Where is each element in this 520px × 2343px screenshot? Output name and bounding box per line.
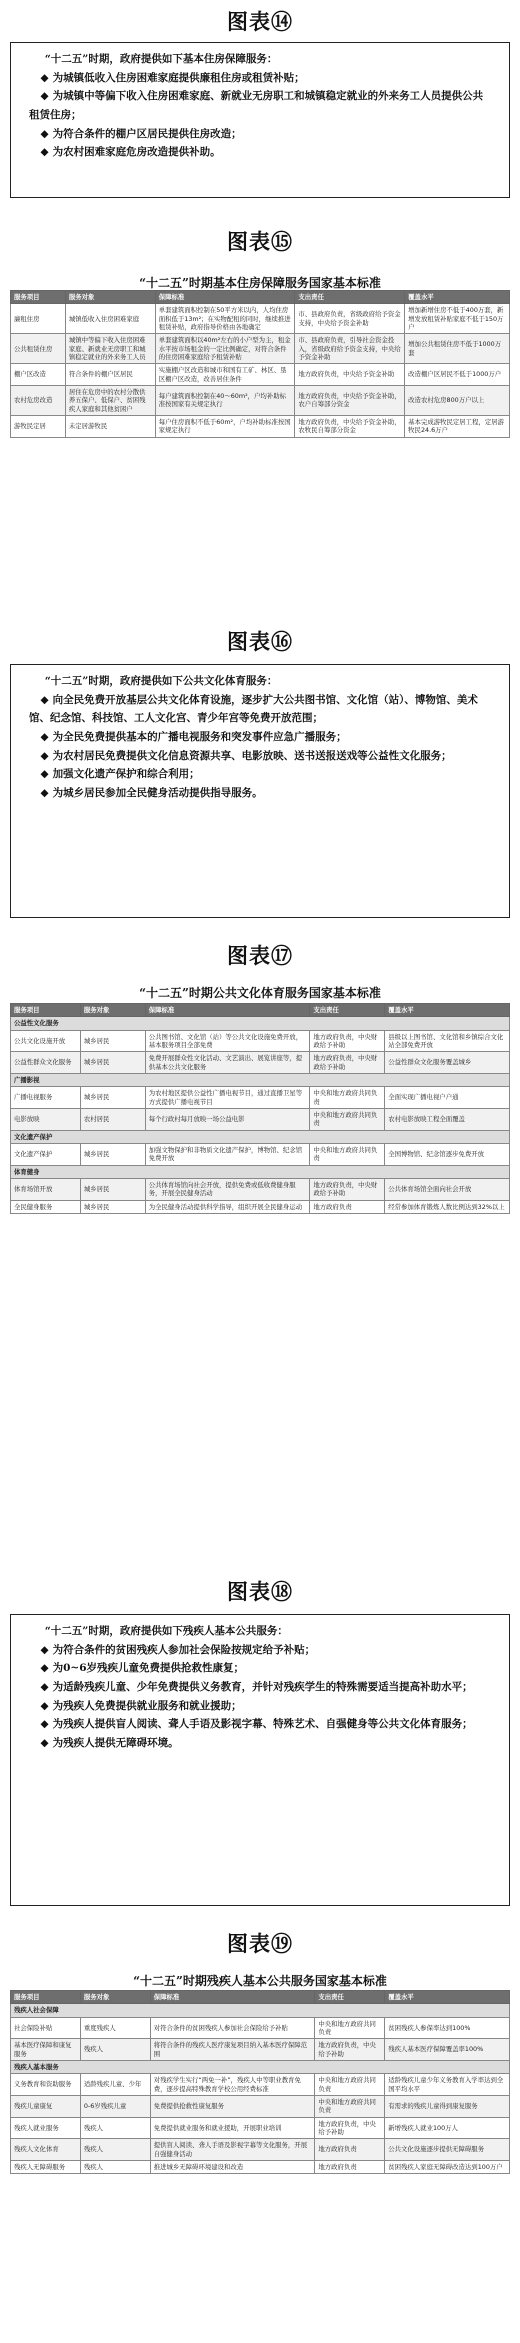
disability-standards-table-wrap [10, 1990, 510, 2174]
disability-standards-table [10, 1990, 510, 2174]
table-cell: 中央和地方政府共同负责 [310, 1143, 385, 1165]
disability-services-box [10, 1614, 510, 1906]
table-row [11, 2160, 510, 2173]
table-cell: 对符合条件的贫困残疾人参加社会保险给予补贴 [150, 2017, 315, 2039]
col-header: 支出责任 [295, 291, 405, 304]
table-cell: 中央和地方政府共同负责 [315, 2074, 385, 2096]
table-cell: 地方政府负责，中央财政给予补助 [310, 1178, 385, 1200]
table-cell: 文化遗产保护 [11, 1143, 81, 1165]
table-cell: 提供盲人阅读、聋人手语及影视字幕等文化服务，开展自强健身活动 [150, 2139, 315, 2161]
table-cell: 残疾人 [80, 2117, 150, 2139]
diamond-bullet-icon: ◆ [40, 127, 49, 140]
table-row [11, 1143, 510, 1165]
section-heading: 体育健身 [11, 1165, 510, 1178]
section-14 [10, 6, 510, 36]
table-cell: 残疾人无障碍服务 [11, 2160, 81, 2173]
table-cell: 广播电视服务 [11, 1087, 81, 1109]
table-cell: 农村居民 [80, 1108, 145, 1130]
table-cell: 残疾人就业服务 [11, 2117, 81, 2139]
col-header: 支出责任 [315, 1991, 385, 2004]
box-bullet: ◆ 为城镇中等偏下收入住房困难家庭、新就业无房职工和城镇稳定就业的外来务工人员提供公共租赁住房； [29, 90, 484, 122]
diamond-bullet-icon: ◆ [40, 693, 49, 706]
diamond-bullet-icon: ◆ [40, 749, 49, 762]
table-row [11, 2039, 510, 2061]
section-15 [10, 226, 510, 291]
col-header: 保障标准 [155, 291, 295, 304]
table-cell: 适龄残疾儿童、少年 [80, 2074, 150, 2096]
box-intro: “十二五”时期，政府提供如下基本住房保障服务： [44, 53, 278, 65]
table-cell: 公共图书馆、文化馆（站）等公共文化设施免费开放，基本服务项目全部免费 [145, 1030, 310, 1052]
diamond-bullet-icon: ◆ [40, 71, 49, 84]
table-cell: 贫困残疾人家庭无障碍改造达到100万户 [385, 2160, 510, 2173]
table-cell: 单套建筑面积控制在50平方米以内，人均住房面积低于13m²；在实物配租的同时，继续推进租赁补贴，政府指导价格由各地确定 [155, 304, 295, 334]
table-row [11, 1030, 510, 1052]
section-heading: 残疾人社会保障 [11, 2004, 510, 2017]
figure-14-title: 图表⑭ [227, 10, 293, 34]
table-body [11, 1017, 510, 1214]
table-cell: 棚户区改造 [11, 364, 66, 386]
table-cell: 地方政府负责 [315, 2139, 385, 2161]
figure-19-title: 图表⑲ [227, 1932, 293, 1956]
table-cell: 经常参加体育锻炼人数比例达到32%以上 [385, 1200, 510, 1213]
box-bullet: ◆ 向全民免费开放基层公共文化体育设施，逐步扩大公共图书馆、文化馆（站）、博物馆、美术馆、纪念馆、科技馆、工人文化宫、青少年宫等免费开放范围； [29, 693, 478, 725]
table-cell: 免费提供就业服务和就业援助，开展职业培训 [150, 2117, 315, 2139]
table-cell: 对残疾学生实行“两免一补”，残疾人中等职业教育免费，逐步提高特殊教育学校公用经费标准 [150, 2074, 315, 2096]
table-cell: 公共体育场馆向社会开放，提供免费或低收费健身服务，开展全民健身活动 [145, 1178, 310, 1200]
table-row [11, 2017, 510, 2039]
table-cell: 公共体育场馆全面向社会开放 [385, 1178, 510, 1200]
table-cell: 地方政府负责，中央财政给予补助 [310, 1052, 385, 1074]
table-cell: 县级以上图书馆、文化馆和乡镇综合文化站全部免费开放 [385, 1030, 510, 1052]
table-cell: 全国博物馆、纪念馆逐步免费开放 [385, 1143, 510, 1165]
table-cell: 全面实现广播电视户户通 [385, 1087, 510, 1109]
table-cell: 免费提供抢救性康复服务 [150, 2095, 315, 2117]
table-cell: 地方政府负责，中央给予资金补助 [295, 364, 405, 386]
diamond-bullet-icon: ◆ [40, 146, 49, 159]
table-cell: 公共文化设施开放 [11, 1030, 81, 1052]
table-cell: 居住在危房中的农村分散供养五保户、低保户、贫困残疾人家庭和其他贫困户 [65, 385, 155, 415]
table-cell: 公共租赁住房 [11, 334, 66, 364]
table-cell: 有需求的残疾儿童得到康复服务 [385, 2095, 510, 2117]
col-header: 服务项目 [11, 1004, 81, 1017]
table-cell: 中央和地方政府共同负责 [310, 1087, 385, 1109]
table-cell: 廉租住房 [11, 304, 66, 334]
table-cell: 基本医疗保障和康复服务 [11, 2039, 81, 2061]
table-cell: 推进城乡无障碍环境建设和改造 [150, 2160, 315, 2173]
table-cell: 公共文化设施逐步提供无障碍服务 [385, 2139, 510, 2161]
section-row [11, 1073, 510, 1086]
table-cell: 残疾人文化体育 [11, 2139, 81, 2161]
box-bullet: ◆ 为残疾人免费提供就业服务和就业援助； [40, 1699, 242, 1712]
table-cell: 符合条件的棚户区居民 [65, 364, 155, 386]
table-cell: 改造农村危房800万户以上 [405, 385, 510, 415]
table-row [11, 415, 510, 437]
table-cell: 增加新增住房不低于400万套，新增发放租赁补贴家庭不低于150万户 [405, 304, 510, 334]
table-cell: 城乡居民 [80, 1178, 145, 1200]
diamond-bullet-icon: ◆ [40, 731, 49, 744]
table-cell: 地方政府负责 [315, 2160, 385, 2173]
table-row [11, 304, 510, 334]
table-cell: 免费开展群众性文化活动、文艺演出、展览讲座等，提供基本公共文化服务 [145, 1052, 310, 1074]
table-cell: 公益性群众文化服务 [11, 1052, 81, 1074]
table-header-row [11, 1991, 510, 2004]
table-cell: 残疾人 [80, 2160, 150, 2173]
box-bullet: ◆ 加强文化遗产保护和综合利用； [40, 768, 200, 781]
section-row [11, 1165, 510, 1178]
table-cell: 改造棚户区居民不低于1000万户 [405, 364, 510, 386]
housing-standards-table-wrap [10, 290, 510, 438]
table-row [11, 334, 510, 364]
table-cell: 城镇中等偏下收入住房困难家庭、新就业无房职工和城镇稳定就业的外来务工人员 [65, 334, 155, 364]
table-row [11, 1200, 510, 1213]
table-cell: 公益性群众文化服务覆盖城乡 [385, 1052, 510, 1074]
table-row [11, 1108, 510, 1130]
table-cell: 未定居游牧民 [65, 415, 155, 437]
table-cell: 游牧民定居 [11, 415, 66, 437]
box-bullet: ◆ 为城镇低收入住房困难家庭提供廉租住房或租赁补贴； [40, 71, 305, 84]
col-header: 覆盖水平 [385, 1991, 510, 2004]
col-header: 服务项目 [11, 1991, 81, 2004]
culture-standards-table [10, 1003, 510, 1214]
box-intro: “十二五”时期，政府提供如下公共文化体育服务： [44, 675, 278, 687]
table-cell: 适龄残疾儿童少年义务教育入学率达到全国平均水平 [385, 2074, 510, 2096]
diamond-bullet-icon: ◆ [40, 1662, 49, 1675]
table-cell: 实施棚户区改造和城市和国有工矿、林区、垦区棚户区改造，改善居住条件 [155, 364, 295, 386]
box-bullet: ◆ 为符合条件的棚户区居民提供住房改造； [40, 127, 242, 140]
table-cell: 残疾人 [80, 2039, 150, 2061]
section-row [11, 2004, 510, 2017]
section-heading: 残疾人基本服务 [11, 2060, 510, 2073]
table-row [11, 2139, 510, 2161]
diamond-bullet-icon: ◆ [40, 90, 49, 103]
table-cell: 体育场馆开放 [11, 1178, 81, 1200]
table-cell: 地方政府负责，中央给予资金补助，农户自筹部分资金 [295, 385, 405, 415]
col-header: 服务对象 [80, 1991, 150, 2004]
diamond-bullet-icon: ◆ [40, 1681, 49, 1694]
box-bullet: ◆ 为农村居民免费提供文化信息资源共享、电影放映、送书送报送戏等公益性文化服务； [40, 749, 452, 762]
table-cell: 城乡居民 [80, 1052, 145, 1074]
table-cell: 全民健身服务 [11, 1200, 81, 1213]
table-row [11, 2095, 510, 2117]
box-bullet: ◆ 为残疾人提供无障碍环境。 [40, 1737, 179, 1750]
section-row [11, 1017, 510, 1030]
table-cell: 中央和地方政府共同负责 [315, 2017, 385, 2039]
figure-16-title: 图表⑯ [227, 630, 293, 654]
box-intro: “十二五”时期，政府提供如下残疾人基本公共服务： [44, 1625, 288, 1637]
table-header-row [11, 291, 510, 304]
table-row [11, 1087, 510, 1109]
table-cell: 每户建筑面积控制在40～60m²，户均补助标准按国家有关规定执行 [155, 385, 295, 415]
table-row [11, 2074, 510, 2096]
table-cell: 每户住房面积不低于60m²，户均补助标准按国家规定执行 [155, 415, 295, 437]
table-cell: 中央和地方政府共同负责 [315, 2095, 385, 2117]
table-cell: 地方政府负责，中央给予资金补助，农牧民自筹部分资金 [295, 415, 405, 437]
col-header: 服务对象 [65, 291, 155, 304]
table-cell: 为全民健身活动提供科学指导，组织开展全民健身运动 [145, 1200, 310, 1213]
box-bullet: ◆ 为城乡居民参加全民健身活动提供指导服务。 [40, 787, 263, 800]
table-cell: 农村电影放映工程全面覆盖 [385, 1108, 510, 1130]
diamond-bullet-icon: ◆ [40, 787, 49, 800]
table-row [11, 1178, 510, 1200]
table-cell: 社会保险补贴 [11, 2017, 81, 2039]
table-19-subtitle: “十二五”时期残疾人基本公共服务国家基本标准 [133, 1974, 387, 1988]
table-body [11, 2004, 510, 2174]
table-cell: 城乡居民 [80, 1143, 145, 1165]
section-18 [10, 1576, 510, 1606]
table-cell: 城乡居民 [80, 1030, 145, 1052]
table-row [11, 2117, 510, 2139]
diamond-bullet-icon: ◆ [40, 768, 49, 781]
col-header: 保障标准 [145, 1004, 310, 1017]
table-cell: 城乡居民 [80, 1200, 145, 1213]
table-cell: 每个行政村每月放映一场公益电影 [145, 1108, 310, 1130]
col-header: 服务对象 [80, 1004, 145, 1017]
box-bullet: ◆ 为全民免费提供基本的广播电视服务和突发事件应急广播服务； [40, 731, 347, 744]
section-17 [10, 940, 510, 1001]
col-header: 覆盖水平 [385, 1004, 510, 1017]
section-heading: 广播影视 [11, 1073, 510, 1086]
section-heading: 文化遗产保护 [11, 1130, 510, 1143]
table-body [11, 304, 510, 437]
section-row [11, 1130, 510, 1143]
table-cell: 加强文物保护和非物质文化遗产保护，博物馆、纪念馆免费开放 [145, 1143, 310, 1165]
col-header: 保障标准 [150, 1991, 315, 2004]
table-cell: 增加公共租赁住房不低于1000万套 [405, 334, 510, 364]
table-cell: 贫困残疾人参保率达到100% [385, 2017, 510, 2039]
section-row [11, 2060, 510, 2073]
box-bullet: ◆ 为符合条件的贫困残疾人参加社会保险按规定给予补贴； [40, 1643, 316, 1656]
table-cell: 电影放映 [11, 1108, 81, 1130]
table-row [11, 364, 510, 386]
table-cell: 城镇低收入住房困难家庭 [65, 304, 155, 334]
col-header: 覆盖水平 [405, 291, 510, 304]
col-header: 服务项目 [11, 291, 66, 304]
culture-standards-table-wrap [10, 1003, 510, 1214]
figure-17-title: 图表⑰ [227, 944, 293, 968]
table-cell: 义务教育和资助服务 [11, 2074, 81, 2096]
box-bullet: ◆ 为残疾人提供盲人阅读、聋人手语及影视字幕、特殊艺术、自强健身等公共文化体育服务； [40, 1718, 473, 1731]
table-cell: 中央和地方政府共同负责 [310, 1108, 385, 1130]
table-cell: 农村危房改造 [11, 385, 66, 415]
table-cell: 地方政府负责，中央给予补助 [315, 2039, 385, 2061]
table-cell: 城乡居民 [80, 1087, 145, 1109]
culture-services-box [10, 664, 510, 918]
table-header-row [11, 1004, 510, 1017]
housing-standards-table [10, 290, 510, 438]
table-cell: 新增残疾人就业100万人 [385, 2117, 510, 2139]
section-19 [10, 1928, 510, 1989]
table-cell: 地方政府负责 [310, 1200, 385, 1213]
table-cell: 残疾人 [80, 2139, 150, 2161]
col-header: 支出责任 [310, 1004, 385, 1017]
table-cell: 为农村地区提供公益性广播电视节目，通过直播卫星等方式提供广播电视节目 [145, 1087, 310, 1109]
table-cell: 残疾人基本医疗保障覆盖率100% [385, 2039, 510, 2061]
diamond-bullet-icon: ◆ [40, 1643, 49, 1656]
table-cell: 0-6岁残疾儿童 [80, 2095, 150, 2117]
table-17-subtitle: “十二五”时期公共文化体育服务国家基本标准 [139, 986, 381, 1000]
box-bullet: ◆ 为适龄残疾儿童、少年免费提供义务教育，并针对残疾学生的特殊需要适当提高补助水平； [40, 1681, 473, 1694]
box-bullet: ◆ 为农村困难家庭危房改造提供补助。 [40, 146, 221, 159]
table-cell: 地方政府负责，中央财政给予补助 [310, 1030, 385, 1052]
diamond-bullet-icon: ◆ [40, 1699, 49, 1712]
table-cell: 重度残疾人 [80, 2017, 150, 2039]
table-cell: 单套建筑面积以40m²左右的小户型为主，租金水平按市场租金的一定比例确定，对符合条件的住房困难家庭给予租赁补贴 [155, 334, 295, 364]
table-cell: 地方政府负责，中央给予补助 [315, 2117, 385, 2139]
table-cell: 残疾儿童康复 [11, 2095, 81, 2117]
diamond-bullet-icon: ◆ [40, 1737, 49, 1750]
housing-services-box [10, 42, 510, 198]
section-16 [10, 626, 510, 656]
figure-15-title: 图表⑮ [227, 230, 293, 254]
figure-18-title: 图表⑱ [227, 1580, 293, 1604]
table-cell: 市、县政府负责，省级政府给予资金支持，中央给予资金补助 [295, 304, 405, 334]
table-cell: 基本完成游牧民定居工程，定居游牧民24.6万户 [405, 415, 510, 437]
table-cell: 市、县政府负责，引导社会资金投入，省级政府给予资金支持，中央给予资金补助 [295, 334, 405, 364]
table-row [11, 1052, 510, 1074]
table-row [11, 385, 510, 415]
box-bullet: ◆ 为0~6岁残疾儿童免费提供抢救性康复； [40, 1662, 245, 1675]
table-15-subtitle: “十二五”时期基本住房保障服务国家基本标准 [139, 276, 381, 290]
diamond-bullet-icon: ◆ [40, 1718, 49, 1731]
section-heading: 公益性文化服务 [11, 1017, 510, 1030]
table-cell: 将符合条件的残疾人医疗康复项目纳入基本医疗保障范围 [150, 2039, 315, 2061]
